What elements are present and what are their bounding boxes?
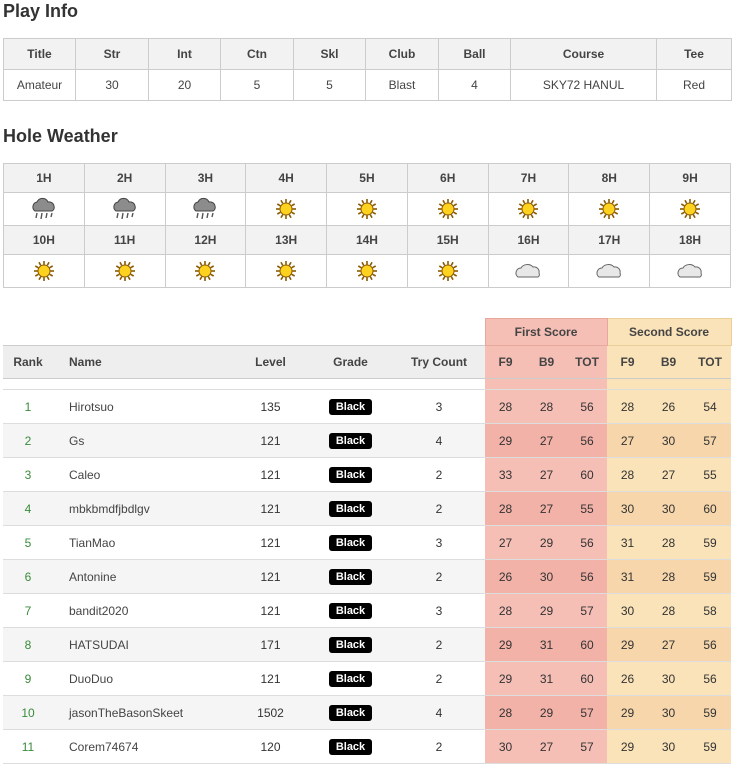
second-score-tot: 59: [689, 696, 731, 730]
first-score-f9: 26: [485, 560, 526, 594]
cloud-icon: [489, 261, 569, 281]
second-score-b9: 26: [648, 390, 689, 424]
second-score-b9: 30: [648, 730, 689, 764]
first-score-f9: 33: [485, 458, 526, 492]
hole-label-9h: 9H: [650, 164, 731, 193]
second-score-b9: 30: [648, 424, 689, 458]
hole-weather-cell: [84, 255, 165, 288]
ranking-table: [3, 318, 732, 764]
play-info-header-str: Str: [76, 39, 149, 70]
second-score-header: Second Score: [607, 319, 731, 346]
play-info-header-ball: Ball: [439, 39, 511, 70]
second-score-b9: 30: [648, 696, 689, 730]
second-score-tot: 58: [689, 594, 731, 628]
grade-cell: [308, 594, 393, 628]
play-info-title: Play Info: [3, 1, 79, 21]
ranking-row[interactable]: [3, 696, 731, 730]
hole-weather-cell: [407, 255, 488, 288]
hole-weather-cell: [407, 193, 488, 226]
second-score-tot: 57: [689, 424, 731, 458]
first-score-b9: 31: [526, 628, 567, 662]
first-score-f9: 30: [485, 730, 526, 764]
hole-weather-cell: [4, 255, 85, 288]
grade-badge: Black: [329, 467, 372, 483]
grade-cell: [308, 424, 393, 458]
col-first-b9[interactable]: B9: [526, 346, 567, 379]
second-score-f9: 29: [607, 628, 648, 662]
grade-badge: Black: [329, 637, 372, 653]
player-name[interactable]: Gs: [53, 424, 233, 458]
player-name[interactable]: DuoDuo: [53, 662, 233, 696]
first-score-tot: 57: [567, 730, 607, 764]
first-score-f9: 28: [485, 492, 526, 526]
ranking-row[interactable]: [3, 560, 731, 594]
player-name[interactable]: mbkbmdfjbdlgv: [53, 492, 233, 526]
ranking-row[interactable]: [3, 458, 731, 492]
second-score-b9: 30: [648, 662, 689, 696]
second-score-f9: 30: [607, 492, 648, 526]
second-score-f9: 30: [607, 594, 648, 628]
hole-weather-cell: [569, 255, 650, 288]
play-info-value-ctn: 5: [221, 70, 294, 101]
play-info-header-title: Title: [4, 39, 76, 70]
grade-cell: [308, 458, 393, 492]
hole-label-17h: 17H: [569, 226, 650, 255]
hole-label-4h: 4H: [246, 164, 327, 193]
first-score-tot: 56: [567, 526, 607, 560]
grade-badge: Black: [329, 671, 372, 687]
hole-weather-title: Hole Weather: [3, 126, 118, 146]
sun-icon: [650, 197, 730, 221]
hole-weather-cell: [84, 193, 165, 226]
hole-weather-cell: [327, 255, 408, 288]
hole-label-7h: 7H: [488, 164, 569, 193]
play-info-value-ball: 4: [439, 70, 511, 101]
rain-cloud-icon: [166, 197, 246, 221]
sun-icon: [489, 197, 569, 221]
grade-badge: Black: [329, 739, 372, 755]
col-second-f9[interactable]: F9: [607, 346, 648, 379]
cloud-icon: [569, 261, 649, 281]
try-count-cell: 3: [393, 526, 485, 560]
hole-label-18h: 18H: [650, 226, 731, 255]
hole-weather-cell: [4, 193, 85, 226]
second-score-tot: 59: [689, 730, 731, 764]
try-count-cell: 4: [393, 696, 485, 730]
second-score-b9: 28: [648, 594, 689, 628]
second-score-b9: 28: [648, 526, 689, 560]
ranking-row[interactable]: [3, 662, 731, 696]
hole-label-5h: 5H: [327, 164, 408, 193]
rank-cell: 5: [3, 526, 53, 560]
level-cell: 121: [233, 458, 308, 492]
grade-cell: [308, 390, 393, 424]
rank-cell: 3: [3, 458, 53, 492]
hole-weather-cell: [488, 193, 569, 226]
try-count-cell: 2: [393, 628, 485, 662]
first-score-f9: 28: [485, 594, 526, 628]
level-cell: 135: [233, 390, 308, 424]
first-score-b9: 30: [526, 560, 567, 594]
hole-weather-cell: [488, 255, 569, 288]
hole-weather-cell: [650, 255, 731, 288]
rain-cloud-icon: [85, 197, 165, 221]
col-name[interactable]: Name: [53, 346, 233, 379]
first-score-b9: 27: [526, 458, 567, 492]
col-try-count[interactable]: Try Count: [393, 346, 485, 379]
second-score-f9: 26: [607, 662, 648, 696]
try-count-cell: 3: [393, 390, 485, 424]
play-info-value-title: Amateur: [4, 70, 76, 101]
col-first-f9[interactable]: F9: [485, 346, 526, 379]
first-score-b9: 31: [526, 662, 567, 696]
col-first-tot[interactable]: TOT: [567, 346, 607, 379]
play-info-value-str: 30: [76, 70, 149, 101]
level-cell: 121: [233, 492, 308, 526]
hole-label-13h: 13H: [246, 226, 327, 255]
sun-icon: [246, 197, 326, 221]
first-score-b9: 28: [526, 390, 567, 424]
second-score-tot: 56: [689, 628, 731, 662]
hole-weather-cell: [165, 255, 246, 288]
hole-label-3h: 3H: [165, 164, 246, 193]
ranking-row[interactable]: [3, 424, 731, 458]
col-level[interactable]: Level: [233, 346, 308, 379]
col-second-b9[interactable]: B9: [648, 346, 689, 379]
hole-weather-cell: [650, 193, 731, 226]
grade-cell: [308, 560, 393, 594]
first-score-tot: 60: [567, 662, 607, 696]
second-score-tot: 55: [689, 458, 731, 492]
rank-cell: 2: [3, 424, 53, 458]
grade-badge: Black: [329, 501, 372, 517]
first-score-b9: 29: [526, 526, 567, 560]
play-info-value-skl: 5: [294, 70, 366, 101]
second-score-f9: 31: [607, 526, 648, 560]
first-score-b9: 29: [526, 696, 567, 730]
play-info-value-tee: Red: [657, 70, 732, 101]
try-count-cell: 3: [393, 594, 485, 628]
player-name[interactable]: Antonine: [53, 560, 233, 594]
sun-icon: [408, 197, 488, 221]
first-score-f9: 29: [485, 424, 526, 458]
try-count-cell: 2: [393, 560, 485, 594]
play-info-header-skl: Skl: [294, 39, 366, 70]
second-score-tot: 59: [689, 560, 731, 594]
second-score-f9: 28: [607, 458, 648, 492]
ranking-row[interactable]: [3, 628, 731, 662]
rank-cell: 9: [3, 662, 53, 696]
second-score-f9: 27: [607, 424, 648, 458]
second-score-tot: 54: [689, 390, 731, 424]
hole-label-15h: 15H: [407, 226, 488, 255]
grade-cell: [308, 730, 393, 764]
second-score-tot: 56: [689, 662, 731, 696]
first-score-tot: 60: [567, 628, 607, 662]
try-count-cell: 2: [393, 662, 485, 696]
sun-icon: [569, 197, 649, 221]
hole-weather-cell: [165, 193, 246, 226]
ranking-row[interactable]: [3, 390, 731, 424]
level-cell: 1502: [233, 696, 308, 730]
first-score-b9: 29: [526, 594, 567, 628]
first-score-f9: 28: [485, 390, 526, 424]
grade-cell: [308, 526, 393, 560]
first-score-tot: 56: [567, 424, 607, 458]
hole-weather-cell: [246, 193, 327, 226]
grade-badge: Black: [329, 535, 372, 551]
player-name[interactable]: bandit2020: [53, 594, 233, 628]
try-count-cell: 2: [393, 458, 485, 492]
level-cell: 120: [233, 730, 308, 764]
first-score-tot: 60: [567, 458, 607, 492]
second-score-f9: 29: [607, 730, 648, 764]
first-score-tot: 57: [567, 696, 607, 730]
grade-badge: Black: [329, 705, 372, 721]
grade-badge: Black: [329, 569, 372, 585]
second-score-tot: 60: [689, 492, 731, 526]
ranking-row[interactable]: [3, 492, 731, 526]
level-cell: 171: [233, 628, 308, 662]
first-score-b9: 27: [526, 424, 567, 458]
first-score-f9: 28: [485, 696, 526, 730]
sun-icon: [327, 259, 407, 283]
rank-cell: 7: [3, 594, 53, 628]
rank-cell: 6: [3, 560, 53, 594]
sun-icon: [85, 259, 165, 283]
try-count-cell: 2: [393, 492, 485, 526]
level-cell: 121: [233, 560, 308, 594]
grade-cell: [308, 662, 393, 696]
play-info-header-ctn: Ctn: [221, 39, 294, 70]
hole-label-10h: 10H: [4, 226, 85, 255]
rank-cell: 10: [3, 696, 53, 730]
first-score-tot: 56: [567, 560, 607, 594]
sun-icon: [4, 259, 84, 283]
sun-icon: [408, 259, 488, 283]
player-name[interactable]: Corem74674: [53, 730, 233, 764]
play-info-value-course: SKY72 HANUL: [511, 70, 657, 101]
grade-badge: Black: [329, 603, 372, 619]
play-info-header-club: Club: [366, 39, 439, 70]
grade-cell: [308, 696, 393, 730]
rain-cloud-icon: [4, 197, 84, 221]
hole-label-14h: 14H: [327, 226, 408, 255]
rank-cell: 11: [3, 730, 53, 764]
player-name[interactable]: jasonTheBasonSkeet: [53, 696, 233, 730]
play-info-header-tee: Tee: [657, 39, 732, 70]
ranking-row[interactable]: [3, 526, 731, 560]
player-name[interactable]: Caleo: [53, 458, 233, 492]
play-info-value-club: Blast: [366, 70, 439, 101]
hole-label-16h: 16H: [488, 226, 569, 255]
second-score-b9: 28: [648, 560, 689, 594]
hole-label-1h: 1H: [4, 164, 85, 193]
level-cell: 121: [233, 424, 308, 458]
first-score-b9: 27: [526, 730, 567, 764]
hole-label-12h: 12H: [165, 226, 246, 255]
hole-label-11h: 11H: [84, 226, 165, 255]
player-name[interactable]: TianMao: [53, 526, 233, 560]
grade-badge: Black: [329, 399, 372, 415]
second-score-tot: 59: [689, 526, 731, 560]
cloud-icon: [650, 261, 730, 281]
first-score-tot: 56: [567, 390, 607, 424]
first-score-b9: 27: [526, 492, 567, 526]
first-score-f9: 27: [485, 526, 526, 560]
first-score-header: First Score: [485, 319, 607, 346]
col-grade[interactable]: Grade: [308, 346, 393, 379]
hole-weather-cell: [327, 193, 408, 226]
second-score-f9: 29: [607, 696, 648, 730]
rank-cell: 8: [3, 628, 53, 662]
player-name[interactable]: HATSUDAI: [53, 628, 233, 662]
sun-icon: [327, 197, 407, 221]
first-score-tot: 55: [567, 492, 607, 526]
second-score-b9: 30: [648, 492, 689, 526]
sun-icon: [166, 259, 246, 283]
try-count-cell: 2: [393, 730, 485, 764]
second-score-f9: 28: [607, 390, 648, 424]
level-cell: 121: [233, 526, 308, 560]
level-cell: 121: [233, 594, 308, 628]
hole-label-2h: 2H: [84, 164, 165, 193]
col-second-tot[interactable]: TOT: [689, 346, 731, 379]
ranking-row[interactable]: [3, 730, 731, 764]
second-score-b9: 27: [648, 628, 689, 662]
play-info-header-course: Course: [511, 39, 657, 70]
hole-weather-cell: [569, 193, 650, 226]
second-score-b9: 27: [648, 458, 689, 492]
sun-icon: [246, 259, 326, 283]
hole-weather-cell: [246, 255, 327, 288]
play-info-header-int: Int: [149, 39, 221, 70]
first-score-f9: 29: [485, 662, 526, 696]
try-count-cell: 4: [393, 424, 485, 458]
play-info-value-int: 20: [149, 70, 221, 101]
second-score-f9: 31: [607, 560, 648, 594]
rank-cell: 4: [3, 492, 53, 526]
first-score-f9: 29: [485, 628, 526, 662]
grade-cell: [308, 628, 393, 662]
player-name[interactable]: Hirotsuo: [53, 390, 233, 424]
rank-cell: 1: [3, 390, 53, 424]
first-score-tot: 57: [567, 594, 607, 628]
play-info-table: [3, 38, 732, 101]
hole-label-8h: 8H: [569, 164, 650, 193]
grade-badge: Black: [329, 433, 372, 449]
ranking-row[interactable]: [3, 594, 731, 628]
grade-cell: [308, 492, 393, 526]
hole-label-6h: 6H: [407, 164, 488, 193]
level-cell: 121: [233, 662, 308, 696]
hole-weather-table: [3, 163, 731, 288]
col-rank[interactable]: Rank: [3, 346, 53, 379]
